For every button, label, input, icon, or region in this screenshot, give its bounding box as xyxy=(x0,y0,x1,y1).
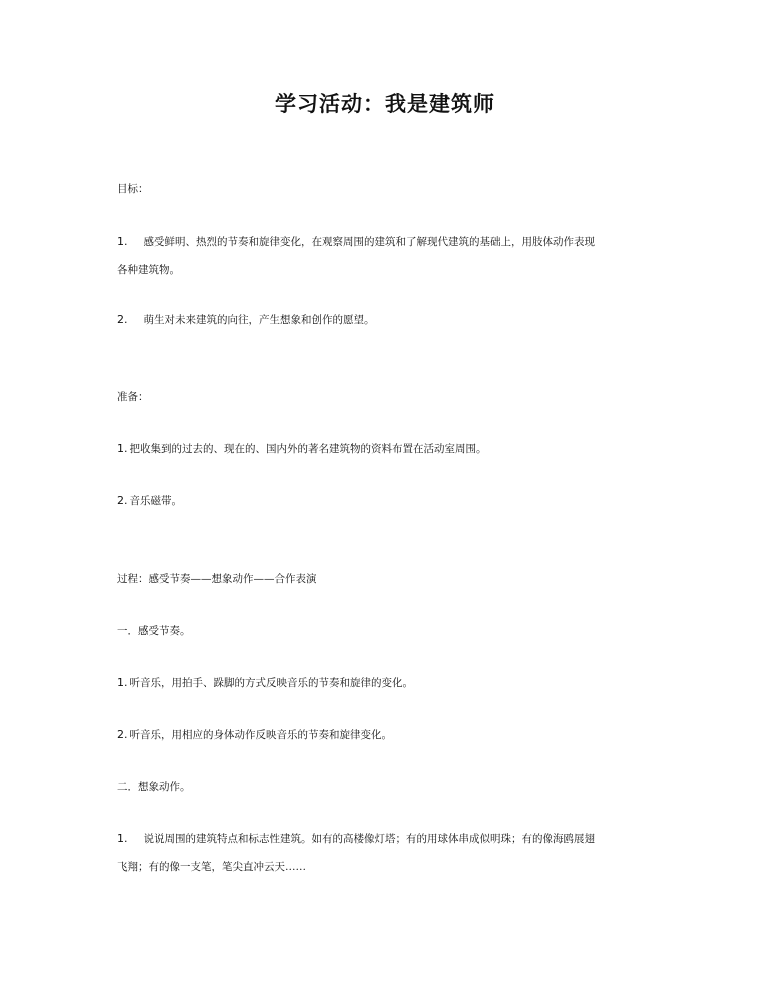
section2-item-1-text: 说说周围的建筑特点和标志性建筑。如有的高楼像灯塔；有的用球体串成似明珠；有的像海鸥展翅 xyxy=(143,833,595,845)
section2-item-1-number: 1. xyxy=(117,832,128,845)
prep-item-1-text: 把收集到的过去的、现在的、国内外的著名建筑物的资料布置在活动室周围。 xyxy=(129,443,487,455)
section1-item-1 xyxy=(117,675,657,690)
goal-item-1-text: 感受鲜明、热烈的节奏和旋律变化，在观察周围的建筑和了解现代建筑的基础上，用肢体动作表现 xyxy=(143,236,595,248)
section1-item-2 xyxy=(117,727,657,742)
page-title: 学习活动：我是建筑师 xyxy=(275,91,495,116)
prep-item-2 xyxy=(117,493,657,508)
goal-item-2 xyxy=(117,312,657,327)
goal-item-1-number: 1. xyxy=(117,235,128,248)
section2-heading: 二．想象动作。 xyxy=(117,781,191,793)
goal-item-2-number: 2. xyxy=(117,313,128,326)
prep-item-2-text: 音乐磁带。 xyxy=(129,495,182,507)
goal-item-2-text: 萌生对未来建筑的向往，产生想象和创作的愿望。 xyxy=(143,314,375,326)
section1-item-1-text: 听音乐，用拍手、跺脚的方式反映音乐的节奏和旋律的变化。 xyxy=(129,677,413,689)
section1-heading: 一．感受节奏。 xyxy=(117,625,191,637)
prep-item-1-number: 1. xyxy=(117,442,128,455)
section1-item-2-number: 2. xyxy=(117,728,128,741)
goal-item-1 xyxy=(117,234,657,249)
goals-heading: 目标： xyxy=(117,183,149,195)
prep-item-1 xyxy=(117,441,657,456)
section2-item-1-continuation: 飞翔；有的像一支笔，笔尖直冲云天…… xyxy=(117,861,306,873)
goal-item-1-continuation: 各种建筑物。 xyxy=(117,264,180,276)
prep-heading: 准备： xyxy=(117,391,149,403)
section1-item-1-number: 1. xyxy=(117,676,128,689)
section1-item-2-text: 听音乐，用相应的身体动作反映音乐的节奏和旋律变化。 xyxy=(129,729,392,741)
section2-item-1 xyxy=(117,831,657,846)
process-heading: 过程：感受节奏——想象动作——合作表演 xyxy=(117,573,317,585)
prep-item-2-number: 2. xyxy=(117,494,128,507)
